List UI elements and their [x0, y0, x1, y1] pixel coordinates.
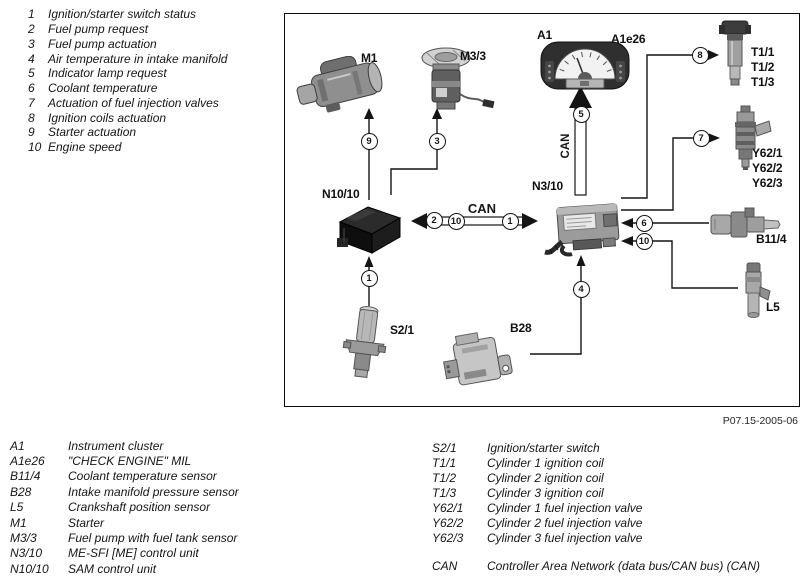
legend-desc: Crankshaft position sensor	[68, 500, 211, 515]
legend-desc: Coolant temperature sensor	[68, 469, 217, 484]
label-a1e26: A1e26	[611, 32, 646, 46]
legend-num: 5	[28, 66, 35, 81]
label-t1-2: T1/2	[751, 60, 775, 74]
legend-row	[10, 484, 239, 499]
legend-desc: Cylinder 2 fuel injection valve	[487, 515, 643, 530]
label-n3-10: N3/10	[532, 179, 564, 193]
label-y62-1: Y62/1	[752, 146, 783, 160]
legend-desc: SAM control unit	[68, 561, 157, 576]
legend-text: Actuation of fuel injection valves	[48, 95, 219, 110]
legend-row	[432, 471, 642, 486]
sam-control-unit-image	[332, 198, 404, 263]
legend-num: 3	[28, 36, 35, 51]
label-t1-1: T1/1	[751, 45, 775, 59]
signal-circle-8: 8	[692, 47, 709, 64]
legend-code: S2/1	[432, 441, 457, 456]
legend-code: M3/3	[10, 531, 37, 546]
legend-row	[28, 96, 227, 111]
legend-row	[10, 500, 239, 515]
label-t1-3: T1/3	[751, 75, 775, 89]
legend-code: T1/1	[432, 456, 457, 471]
legend-code: L5	[10, 500, 24, 515]
legend-text: Fuel pump request	[48, 22, 149, 37]
legend-num: 7	[28, 95, 35, 110]
signal-circle-4: 4	[573, 281, 590, 298]
legend-code: CAN	[432, 559, 458, 573]
legend-row	[28, 81, 227, 96]
label-t1-group	[751, 45, 774, 90]
crankshaft-sensor-image	[739, 261, 773, 326]
signal-circle-3: 3	[429, 133, 446, 150]
legend-code: B11/4	[10, 469, 41, 484]
legend-text: Indicator lamp request	[48, 66, 167, 81]
legend-code: B28	[10, 484, 32, 499]
legend-row	[10, 530, 239, 545]
legend-num: 4	[28, 51, 35, 66]
legend-desc: "CHECK ENGINE" MIL	[68, 454, 192, 469]
legend-code: A1	[10, 438, 25, 453]
legend-text: Ignition coils actuation	[48, 110, 167, 125]
legend-row	[10, 453, 239, 468]
signal-circle-9: 9	[361, 133, 378, 150]
me-control-unit-image	[542, 194, 626, 265]
legend-row	[28, 51, 227, 66]
legend-desc: Cylinder 1 ignition coil	[487, 456, 604, 471]
legend-row	[28, 140, 227, 155]
legend-num: 1	[28, 7, 35, 22]
legend-num: 10	[28, 140, 42, 155]
ignition-coil-image	[719, 19, 751, 92]
signal-circle-2: 2	[426, 212, 443, 229]
system-diagram	[284, 13, 800, 407]
signal-circle-6: 6	[636, 215, 653, 232]
legend-row	[432, 456, 642, 471]
legend-row	[10, 561, 239, 576]
legend-text: Air temperature in intake manifold	[48, 51, 228, 66]
label-y62-group	[752, 146, 782, 191]
legend-num: 2	[28, 22, 35, 37]
component-legend-right	[432, 441, 642, 545]
legend-row	[28, 125, 227, 140]
legend-desc: Ignition/starter switch	[487, 441, 600, 456]
legend-code: Y62/2	[432, 515, 464, 530]
legend-num: 6	[28, 81, 35, 96]
signal-circle-5: 5	[573, 106, 590, 123]
label-l5: L5	[766, 300, 780, 314]
legend-row	[432, 441, 642, 456]
label-n10-10: N10/10	[322, 187, 360, 201]
component-legend-left	[10, 438, 239, 577]
legend-code: N10/10	[10, 561, 49, 576]
legend-text: Ignition/starter switch status	[48, 7, 197, 22]
legend-code: Y62/1	[432, 501, 464, 515]
legend-row	[28, 110, 227, 125]
legend-code: A1e26	[10, 454, 45, 469]
legend-code: T1/3	[432, 486, 457, 501]
label-m3-3: M3/3	[460, 49, 486, 63]
legend-row	[432, 486, 642, 501]
legend-row	[10, 469, 239, 484]
legend-row	[432, 501, 642, 516]
signal-circle-10-speed: 10	[636, 233, 653, 250]
legend-row	[28, 22, 227, 37]
label-y62-3: Y62/3	[752, 176, 783, 190]
legend-text: Starter actuation	[48, 125, 137, 140]
can-arrow-label: CAN	[560, 133, 572, 159]
legend-row	[28, 66, 227, 81]
legend-text: Engine speed	[48, 140, 122, 155]
legend-desc: Cylinder 1 fuel injection valve	[487, 501, 643, 515]
legend-row	[10, 438, 239, 453]
legend-row	[10, 546, 239, 561]
pressure-sensor-image	[442, 326, 514, 401]
legend-desc: Starter	[68, 515, 105, 530]
legend-text: Coolant temperature	[48, 81, 158, 96]
label-s2-1: S2/1	[390, 323, 414, 337]
legend-code: T1/2	[432, 471, 457, 486]
label-y62-2: Y62/2	[752, 161, 783, 175]
legend-num: 8	[28, 110, 35, 125]
can-legend-row	[432, 559, 760, 573]
legend-code: Y62/3	[432, 530, 464, 545]
legend-num: 9	[28, 125, 35, 140]
legend-row	[432, 530, 642, 545]
label-b28: B28	[510, 321, 532, 335]
figure-part-number: P07.15-2005-06	[722, 415, 798, 427]
legend-desc: Cylinder 3 ignition coil	[487, 486, 604, 501]
legend-code: N3/10	[10, 546, 43, 561]
ignition-switch-image	[342, 304, 388, 387]
label-b11-4: B11/4	[756, 232, 787, 246]
signal-legend	[28, 7, 227, 155]
legend-row	[28, 37, 227, 52]
starter-image	[295, 56, 393, 119]
legend-desc: Controller Area Network (data bus/CAN bus) (CAN)	[487, 559, 760, 573]
signal-circle-1-bus: 1	[502, 213, 519, 230]
legend-text: Fuel pump actuation	[48, 36, 157, 51]
legend-row	[10, 515, 239, 530]
legend-desc: Instrument cluster	[68, 438, 164, 453]
signal-circle-1-starter: 1	[361, 270, 378, 287]
legend-row	[432, 515, 642, 530]
signal-circle-7: 7	[693, 130, 710, 147]
legend-code: M1	[10, 515, 27, 530]
legend-desc: ME-SFI [ME] control unit	[68, 546, 199, 561]
signal-circle-10-bus: 10	[448, 213, 465, 230]
legend-desc: Cylinder 2 ignition coil	[487, 471, 604, 486]
legend-row	[28, 7, 227, 22]
can-bus-label: CAN	[467, 201, 497, 216]
label-a1: A1	[537, 28, 552, 42]
label-m1: M1	[361, 51, 378, 65]
legend-desc: Fuel pump with fuel tank sensor	[68, 531, 238, 546]
legend-desc: Intake manifold pressure sensor	[68, 484, 239, 499]
legend-desc: Cylinder 3 fuel injection valve	[487, 530, 643, 545]
